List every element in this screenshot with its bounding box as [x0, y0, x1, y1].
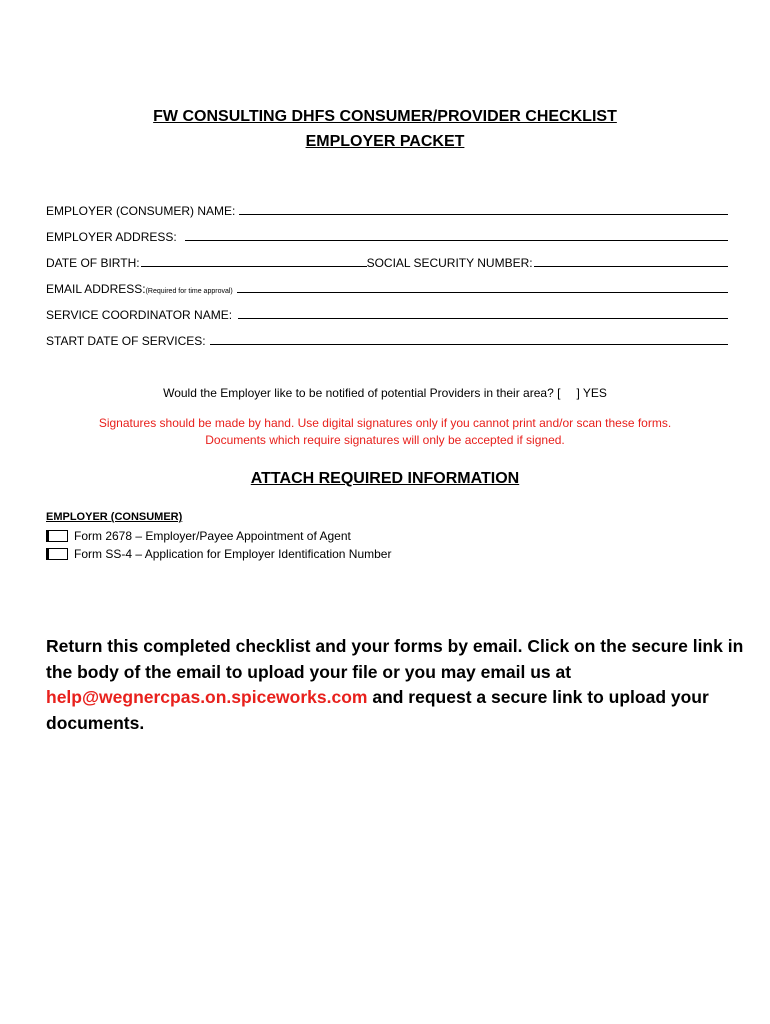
coordinator-row: [46, 307, 728, 322]
checklist-item: [46, 529, 351, 543]
attach-heading: ATTACH REQUIRED INFORMATION: [250, 470, 520, 487]
coordinator-label: SERVICE COORDINATOR NAME:: [46, 308, 233, 322]
checkbox-icon[interactable]: [46, 548, 68, 560]
support-email-link[interactable]: help@wegnercpas.on.spiceworks.com: [46, 687, 368, 707]
checklist-item-label: Form SS-4 – Application for Employer Identification Number: [74, 547, 392, 561]
closing-text-after: and request a secure link to upload your documents.: [46, 687, 709, 733]
email-field[interactable]: [237, 281, 728, 293]
email-label: EMAIL ADDRESS:: [46, 282, 146, 296]
dob-ssn-row: [46, 255, 728, 270]
checkbox-icon[interactable]: [46, 530, 68, 542]
dob-field[interactable]: [141, 255, 367, 267]
employer-address-label: EMPLOYER ADDRESS:: [46, 230, 177, 244]
employer-section-label: EMPLOYER (CONSUMER): [46, 511, 183, 523]
employer-name-field[interactable]: [239, 203, 728, 215]
ssn-field[interactable]: [534, 255, 728, 267]
notify-question-text: Would the Employer like to be notified of potential Providers in their area?: [163, 386, 554, 400]
signature-note-line-2: Documents which require signatures will only be accepted if signed.: [205, 433, 565, 447]
document-title: FW CONSULTING DHFS CONSUMER/PROVIDER CHECKLIST: [153, 108, 617, 125]
start-date-label: START DATE OF SERVICES:: [46, 334, 206, 348]
coordinator-field[interactable]: [238, 307, 728, 319]
email-row: [46, 281, 728, 299]
checklist-item: [46, 547, 391, 561]
email-note: (Required for time approval): [145, 288, 233, 295]
employer-name-label: EMPLOYER (CONSUMER) NAME:: [46, 204, 236, 218]
closing-text-before: Return this completed checklist and your forms by email. Click on the secure link in the body of the email to upload your file or you may email us at: [46, 636, 744, 682]
start-date-row: [46, 333, 728, 348]
notify-question: [0, 386, 770, 400]
ssn-label: SOCIAL SECURITY NUMBER:: [366, 256, 533, 270]
employer-address-field[interactable]: [185, 229, 728, 241]
notify-bracket-close: ] YES: [576, 386, 607, 400]
document-subtitle: EMPLOYER PACKET: [305, 133, 465, 150]
start-date-field[interactable]: [210, 333, 728, 345]
employer-address-row: [46, 229, 728, 244]
closing-instructions: [46, 634, 746, 736]
checklist-item-label: Form 2678 – Employer/Payee Appointment of Agent: [74, 529, 351, 543]
employer-name-row: [46, 203, 728, 218]
signature-note-line-1: Signatures should be made by hand. Use digital signatures only if you cannot print and/or scan these forms.: [98, 416, 672, 430]
notify-bracket-open: [: [557, 386, 561, 400]
dob-label: DATE OF BIRTH:: [46, 256, 140, 270]
